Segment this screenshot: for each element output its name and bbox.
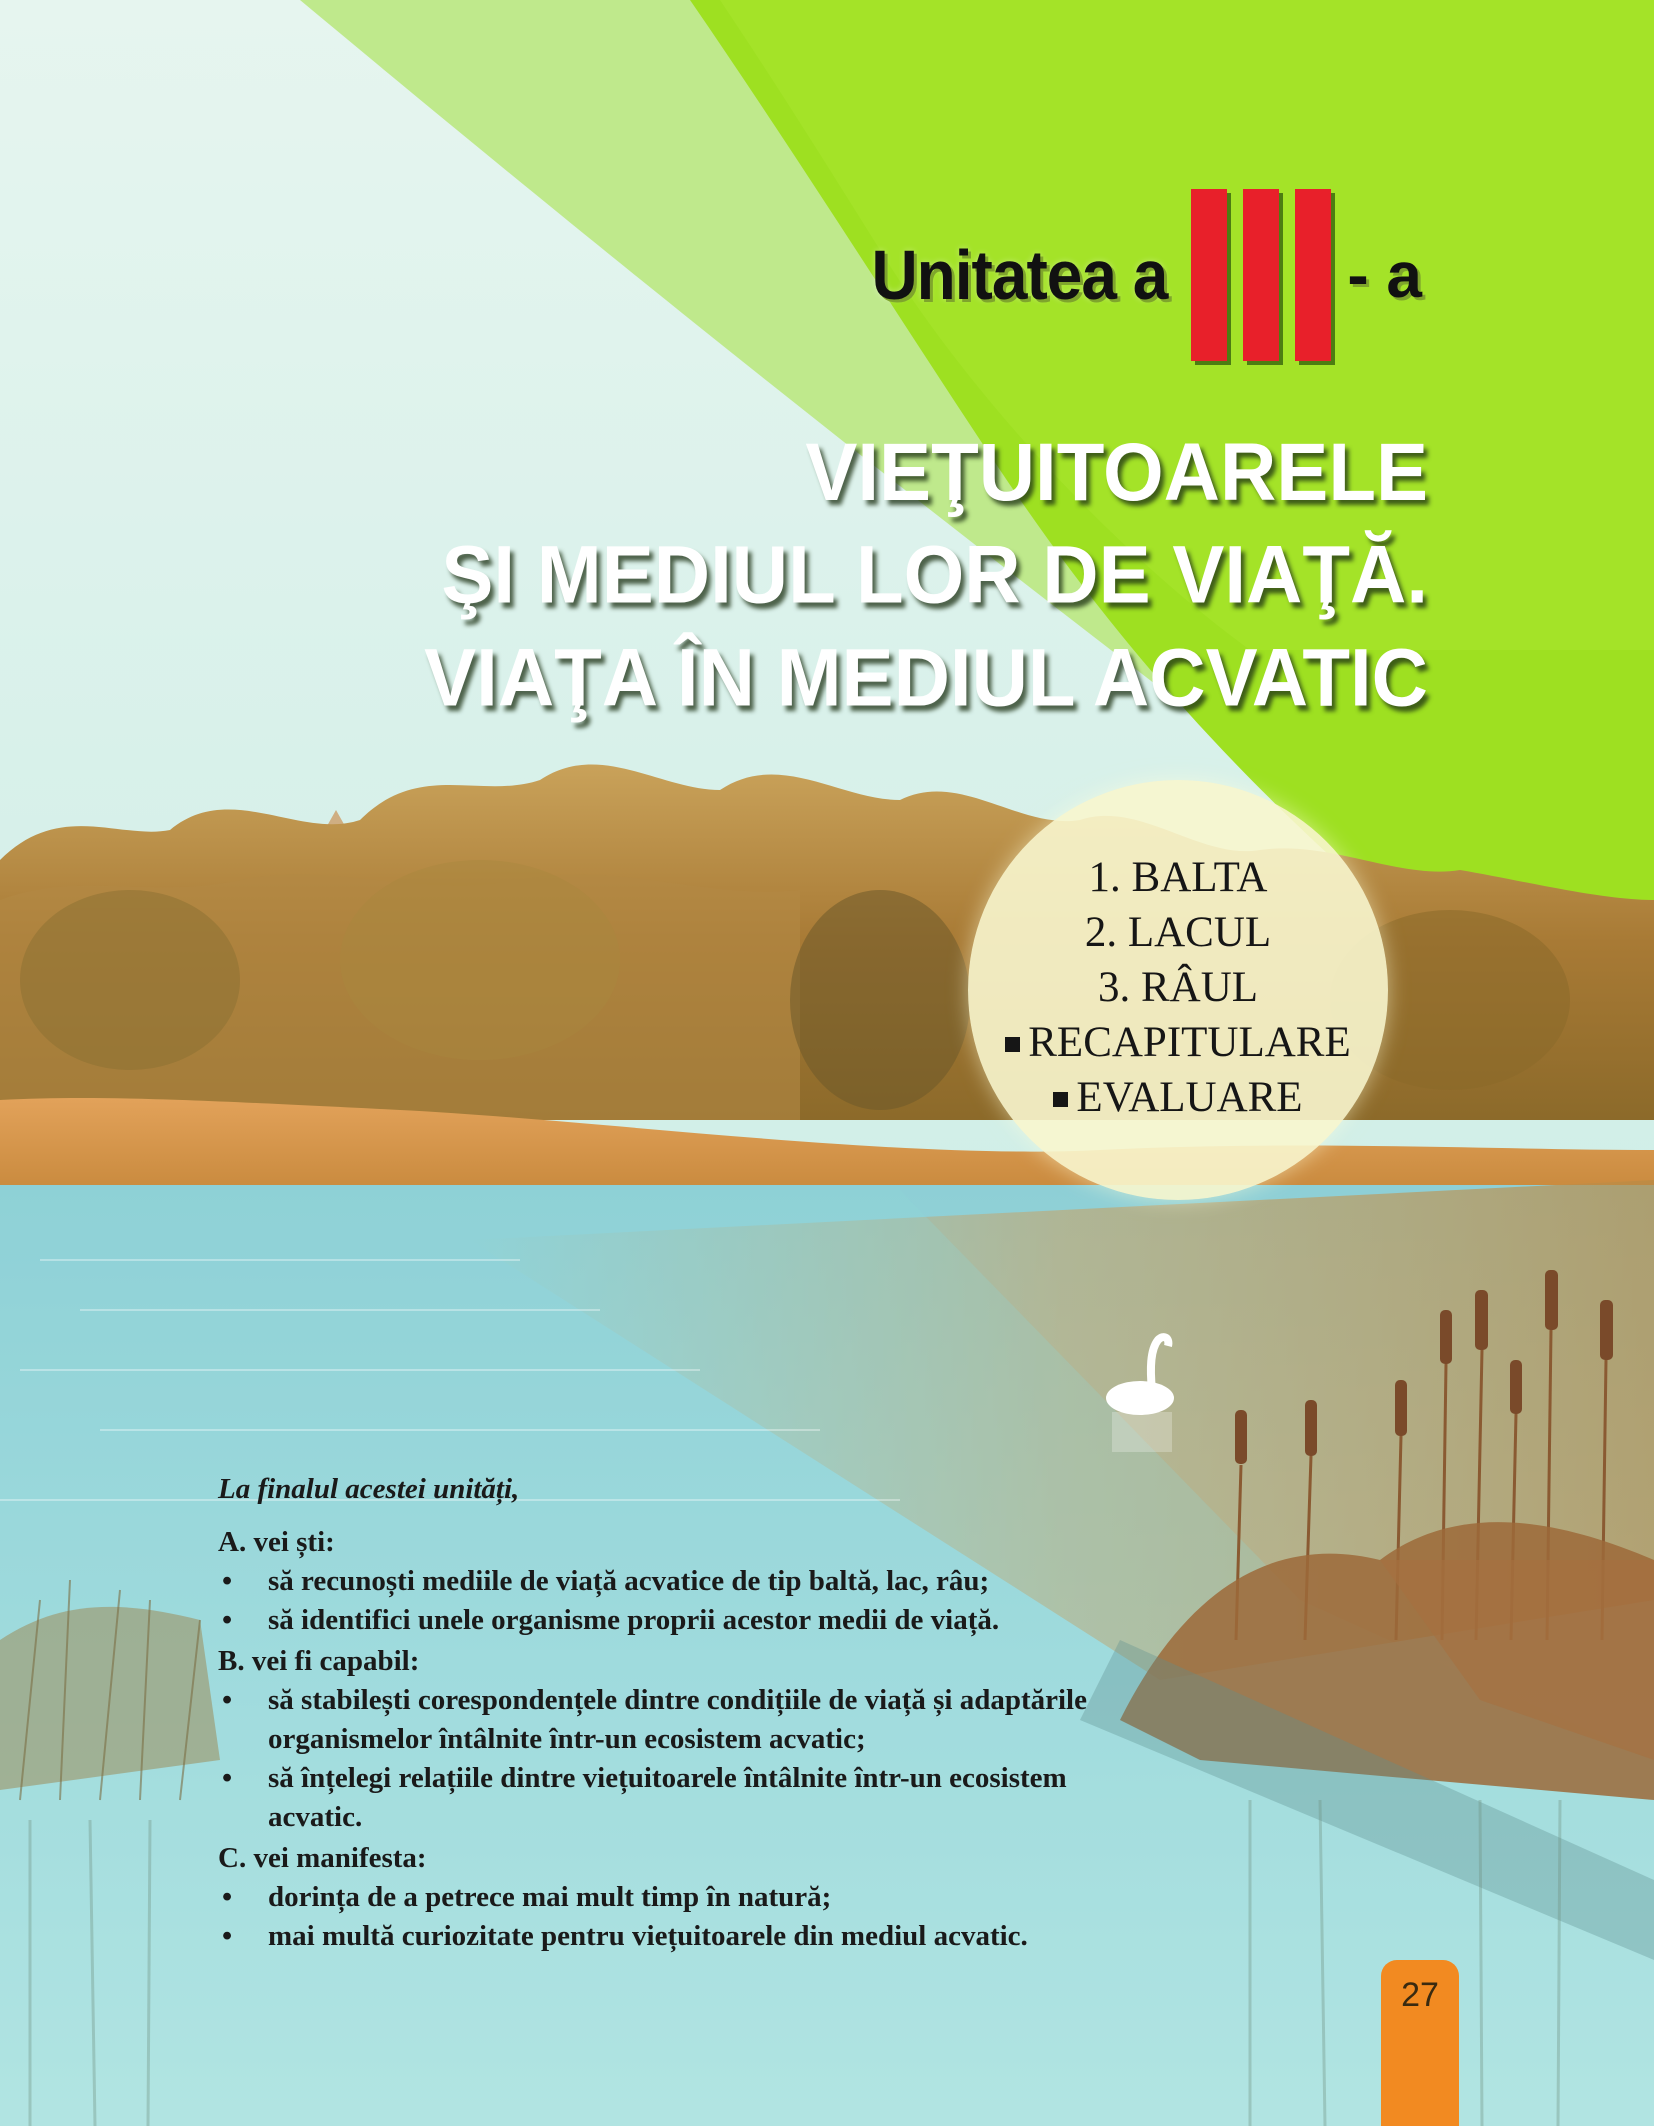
objectives-list-b [218,1681,1178,1837]
lesson-item: EVALUARE [968,1070,1388,1125]
objective-item: • dorința de a petrece mai mult timp în natură; [218,1878,1178,1917]
title-line: VIEŢUITOARELE [805,425,1428,518]
objectives-heading-c: C. vei manifesta: [218,1842,427,1874]
title-line: VIAŢA ÎN MEDIUL ACVATIC [424,631,1428,724]
square-bullet-icon [1053,1092,1068,1107]
objective-item: • să recunoști mediile de viață acvatice de tip baltă, lac, râu; [218,1562,1178,1601]
objective-item: • să identifici unele organisme proprii acestor medii de viață. [218,1601,1178,1640]
objective-item: • mai multă curiozitate pentru viețuitoarele din mediul acvatic. [218,1917,1178,1956]
page-number: 27 [1401,1976,1439,2014]
objective-item: • să înțelegi relațiile dintre viețuitoarele întâlnite într-un ecosistem acvatic. [218,1759,1128,1837]
page-number-tab [1381,1960,1459,2126]
roman-bar [1191,189,1227,361]
objectives-intro: La finalul acestei unități, [218,1473,520,1505]
lesson-item: RECAPITULARE [968,1015,1388,1070]
lesson-item: 2. LACUL [1084,909,1272,956]
roman-bar [1243,189,1279,361]
lessons-circle [968,780,1388,1200]
square-bullet-icon [1005,1037,1020,1052]
objectives-list-a [218,1562,1178,1640]
objective-item: • să stabilești corespondențele dintre condițiile de viață și adaptările organismelor întâlnite într-un ecosistem acvatic; [218,1681,1128,1759]
objectives-heading-b: B. vei fi capabil: [218,1645,420,1677]
objectives-list-c [218,1878,1178,1956]
title-line: ŞI MEDIUL LOR DE VIAŢĂ. [441,528,1428,621]
unit-title [424,420,1428,729]
roman-bar [1295,189,1331,361]
lesson-item: 3. RÂUL [1097,964,1259,1011]
unit-suffix: - a [1347,239,1422,311]
unit-prefix: Unitatea a [871,236,1168,314]
learning-objectives [218,1470,1178,1956]
unit-roman-numeral [1191,189,1331,361]
objectives-heading-a: A. vei ști: [218,1526,335,1558]
unit-header [871,185,1422,365]
lessons-list [968,850,1388,1125]
lesson-item: 1. BALTA [1088,854,1268,901]
